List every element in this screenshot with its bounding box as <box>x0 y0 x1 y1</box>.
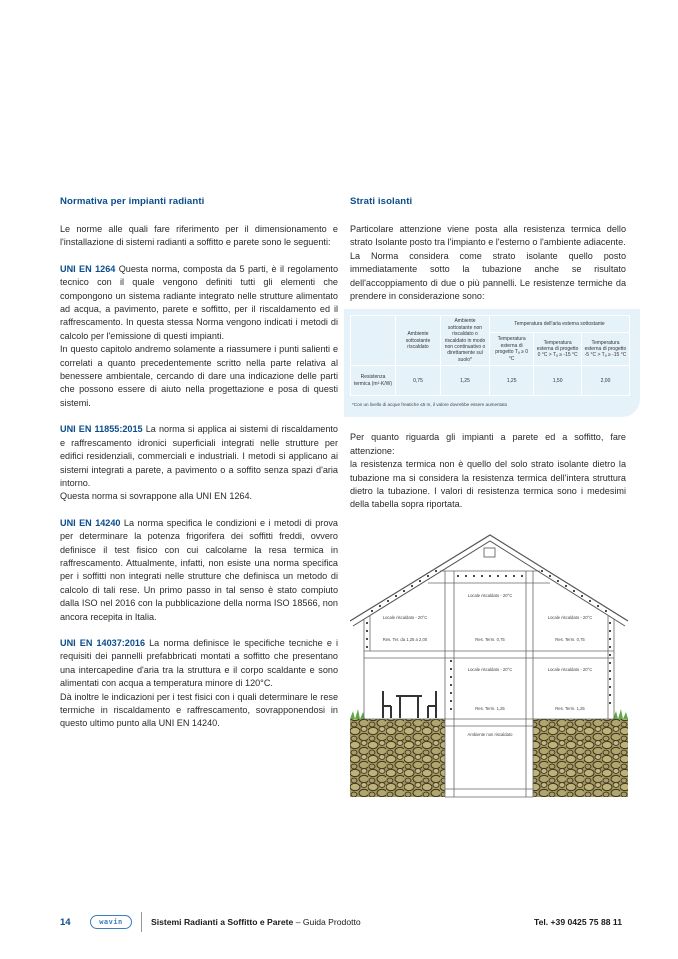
standard-text: Questa norma, composta da 5 parti, è il regolamento tecnico con il quale vengono definiti tutti gli elementi che compongono un sistema radiante integrato nelle strutture alimentato ad acqua, a pavimento, parete e soffitto, per il riscaldamento ed il raffrescamento. In questa stessa Norma vengono indicati i metodi di calcolo per l'emissione di questi impianti. <box>60 263 339 341</box>
res-right-lower: Res. Term. 1,25 <box>555 705 585 711</box>
standard-code: UNI EN 14240 <box>60 517 121 528</box>
paragraph-norma: La Norma considera come strato isolante quello posto immediatamente sotto la tubazione anche se risultato dell'accoppiamento di due o più pannelli. Le resistenze termiche da prendere in considerazione sono: <box>350 250 626 302</box>
header-temp-1: Temperatura esterna di progetto Tₐ ≥ 0 °C <box>490 333 534 366</box>
standard-uni-en-11855 <box>60 423 338 503</box>
ground-right <box>533 719 628 797</box>
standard-extra: In questo capitolo andremo solamente a riassumere i punti salienti e correlati a quanto precedentemente scritto nella parte relativa al benessere ambientale, cercando di dare una indicazione delle parti che possono essere di aiuto nella progettazione e posa di questi sistemi. <box>60 344 338 408</box>
standard-uni-en-14240 <box>60 517 338 624</box>
standard-extra: Dà inoltre le indicazioni per i test fisici con i quali determinare le rese termiche in riscaldamento e raffrescamento, sovrapponendosi in questo ultimo punto alla UNI EN 14240. <box>60 691 338 729</box>
standard-text: La norma definisce le specifiche tecniche e i requisiti dei pannelli prefabbricati montati a soffitto che presentano una intercapedine d'aria tra la struttura e il corpo scaldante e sono alimentati con acqua a temperatura minore di 120°C. <box>60 637 338 689</box>
res-center-lower: Res. Term. 1,25 <box>475 705 505 711</box>
wavin-logo: wavin <box>90 915 132 929</box>
paragraph-wall-ceiling: Per quanto riguarda gli impianti a parete ed a soffitto, fare attenzione: <box>350 432 626 456</box>
house-section-diagram <box>350 531 628 803</box>
standard-code: UNI EN 1264 <box>60 263 116 274</box>
res-left-upper: Res. Ter. da 1,25 a 2,00 <box>382 636 428 642</box>
left-column <box>60 196 338 744</box>
section-heading-normativa: Normativa per impianti radianti <box>60 196 205 207</box>
standard-uni-en-1264 <box>60 263 338 410</box>
document-title: Sistemi Radianti a Soffitto e Parete – Guida Prodotto <box>151 917 361 927</box>
header-outdoor-temp-group: Temperatura dell'aria esterna sottostante <box>490 316 630 333</box>
ground-left <box>350 719 445 797</box>
table-cell: 1,25 <box>490 366 534 396</box>
header-temp-2: Temperatura esterna di progetto 0 °C > Tₐ ≥ -15 °C <box>534 333 582 366</box>
intro-paragraph: Le norme alle quali fare riferimento per il dimensionamento e l'installazione di sistemi radianti a soffitto e parete sono le seguenti: <box>60 224 338 248</box>
paragraph-attention: Particolare attenzione viene posta alla resistenza termica dello strato Isolante posto tra l'impianto e l'esterno o l'ambiente adiacente. <box>350 224 626 248</box>
table-footnote: *Con un livello di acque freatiche ≤5 m, il valore dovrebbe essere aumentato <box>352 402 508 408</box>
standard-text: La norma si applica ai sistemi di riscaldamento e raffrescamento idronici superficiali integrati nelle strutture per edifici residenziali, commerciali e industriali. I metodi si applicano ai sistemi integrati a parete, a pavimento o a soffito senza spazi d'aria intorno. <box>60 424 338 488</box>
table-cell: 0,75 <box>396 366 441 396</box>
label-top-center: Locale riscaldato - 20°C <box>467 592 513 598</box>
thermal-resistance-table-panel <box>344 309 640 417</box>
thermal-resistance-table <box>350 315 630 396</box>
table-corner <box>351 316 396 366</box>
label-basement: Ambiente non riscaldato <box>467 731 513 737</box>
footer-divider <box>141 912 142 932</box>
res-right-upper: Res. Term. 0,75 <box>555 636 585 642</box>
standard-code: UNI EN 11855:2015 <box>60 424 143 435</box>
table-cell: 1,25 <box>441 366 490 396</box>
phone-number: Tel. +39 0425 75 88 11 <box>533 917 622 927</box>
right-column <box>350 196 626 808</box>
page-footer <box>0 914 678 934</box>
table-cell: 2,00 <box>581 366 629 396</box>
res-center-upper: Res. Term. 0,75 <box>475 636 505 642</box>
page-number: 14 <box>60 917 71 928</box>
paragraph-resistance-note: la resistenza termica non è quello del solo strato isolante dietro la tubazione ma si considera la resistenza termica dell'intera struttura dietro la tubazione. I valori di resistenza termica sono i medesimi della tabella sopra riportata. <box>350 459 626 510</box>
standard-text: La norma specifica le condizioni e i metodi di prova per determinare la potenza frigorifera dei soffitti freddi, ovvero definisce il test fisico con cui calcolarne la resa termica in raffrescamento. Attualmente, infatti, non esiste una norma specifica per i soffitti non integrati nelle strutture che definisca un metodo di calcolo di tali rese. Un primo passo in tal senso è stato compiuto dalla ISO nel 2016 con la pubblicazione della norma ISO 18566, non ancora recepita in Italia. <box>60 517 338 622</box>
header-heated: Ambiente sottostante riscaldato <box>396 316 441 366</box>
label-left-upper: Locale riscaldato - 20°C <box>382 614 428 620</box>
standard-code: UNI EN 14037:2016 <box>60 637 146 648</box>
table-cell: 1,50 <box>534 366 582 396</box>
row-label-resistance: Resistenza termica (m²·K/W) <box>351 366 396 396</box>
label-center-lower: Locale riscaldato - 20°C <box>467 666 513 672</box>
header-unheated: Ambiente sottostante non riscaldato o riscaldato in modo non continuativo o direttamente sul suolo* <box>441 316 490 366</box>
standard-extra: Questa norma si sovrappone alla UNI EN 1264. <box>60 491 253 502</box>
label-right-lower: Locale riscaldato - 20°C <box>547 666 593 672</box>
section-heading-strati-isolanti: Strati isolanti <box>350 196 413 207</box>
label-right-upper: Locale riscaldato - 20°C <box>547 614 593 620</box>
header-temp-3: Temperatura esterna di progetto -5 °C > Tₐ ≥ -15 °C <box>581 333 629 366</box>
standard-uni-en-14037 <box>60 637 338 731</box>
